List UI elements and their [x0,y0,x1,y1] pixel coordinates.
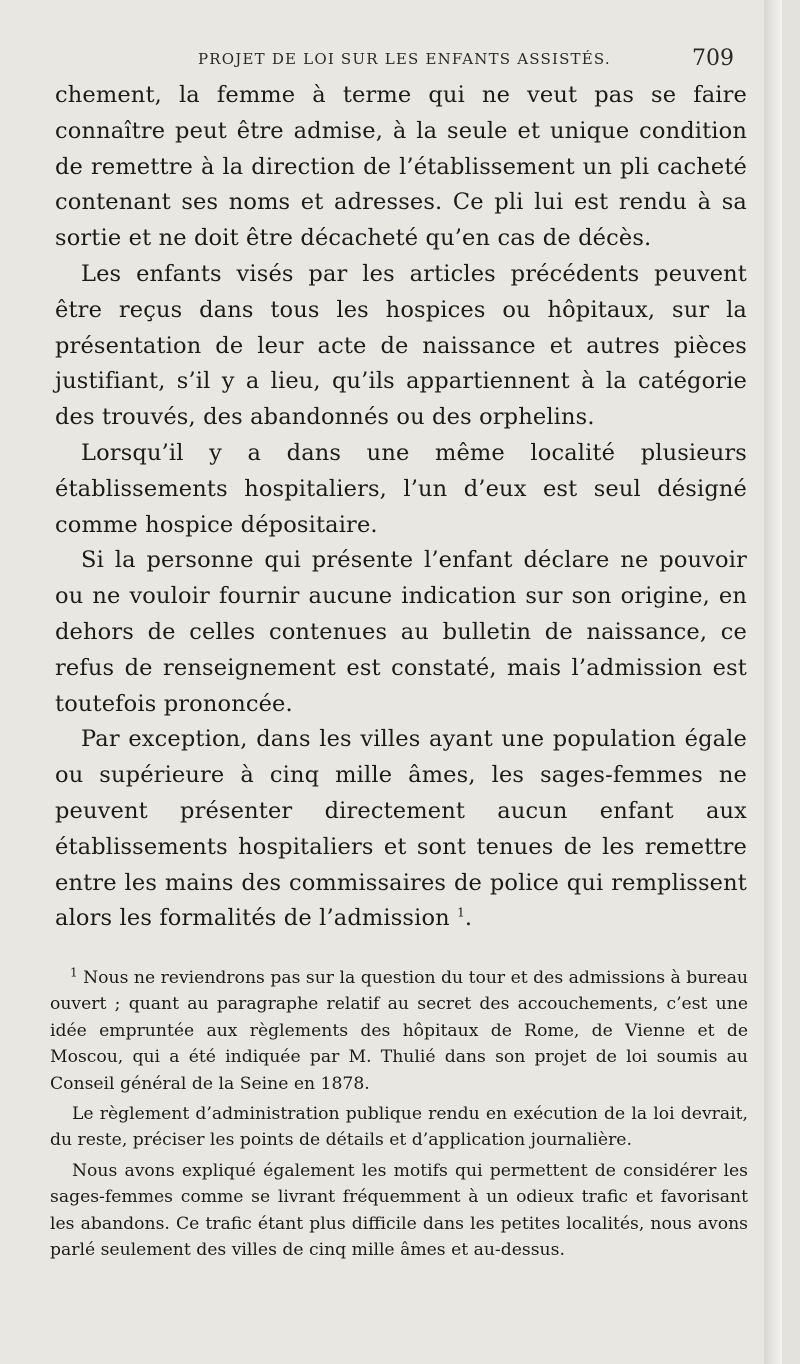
running-title: PROJET DE LOI SUR LES ENFANTS ASSISTÉS. [198,50,611,68]
footnote-reference[interactable]: 1 [457,905,465,920]
footnote-paragraph: Le règlement d’administration publique rendu en exécution de la loi devrait, du reste, préciser les points de détails et d’application journalière. [50,1104,748,1151]
footnote-paragraph: Nous avons expliqué également les motifs qui permettent de considérer les sages-femmes comme se livrant fréquemment à un odieux trafic et favorisant les abandons. Ce trafic étant plus difficile dans les petites localités, nous avons parlé seulement des villes de cinq mille âmes et au-dessus. [50,1160,748,1261]
page-edge [764,0,782,1364]
footnote-marker: 1 [70,965,78,980]
footnotes [50,965,748,1267]
paragraph: Les enfants visés par les articles précédents peuvent être reçus dans tous les hospices ou hôpitaux, sur la présentation de leur acte de naissance et autres pièces justifiant, s’il y a lieu, qu’ils appartiennent à la catégorie des trouvés, des abandonnés ou des orphelins. [55,260,747,431]
paragraph-text: Par exception, dans les villes ayant une population égale ou supérieure à cinq mille âmes, les sages-femmes ne peuvent présenter directement aucun enfant aux établissements hospitaliers et sont tenues de les remettre entre les mains des commissaires de police qui remplissent alors les formalités de l’admission [55,726,747,932]
paragraph-with-note: Par exception, dans les villes ayant une population égale ou supérieure à cinq mille âmes, les sages-femmes ne peuvent présenter directement aucun enfant aux établissements hospitaliers et sont tenues de les remettre entre les mains des commissaires de police qui remplissent alors les formalités de l’admission $^1$. [55,726,747,932]
footnote-text: Nous ne reviendrons pas sur la question du tour et des admissions à bureau ouvert ; quant au paragraphe relatif au secret des accouchements, c’est une idée empruntée aux règlements des hôpitaux de Rome, de Vienne et de Moscou, qui a été indiquée par M. Thulié dans son projet de loi soumis au Conseil général de la Seine en 1878. [50,968,749,1094]
paragraph: Si la personne qui présente l’enfant déclare ne pouvoir ou ne vouloir fournir aucune indication sur son origine, en dehors de celles contenues au bulletin de naissance, ce refus de renseignement est constaté, mais l’admission est toutefois prononcée. [55,547,747,717]
page-number: 709 [692,46,734,71]
footnote [50,965,748,1097]
running-head [198,46,734,70]
main-text [55,78,747,937]
paragraph: chement, la femme à terme qui ne veut pas se faire connaître peut être admise, à la seule et unique condition de remettre à la direction de l’établissement un pli cacheté contenant ses noms et adresses. Ce pli lui est rendu à sa sortie et ne doit être décacheté qu’en cas de décès. [55,82,747,252]
paragraph: Lorsqu’il y a dans une même localité plusieurs établissements hospitaliers, l’un d’eux est seul désigné comme hospice dépositaire. [55,439,747,538]
